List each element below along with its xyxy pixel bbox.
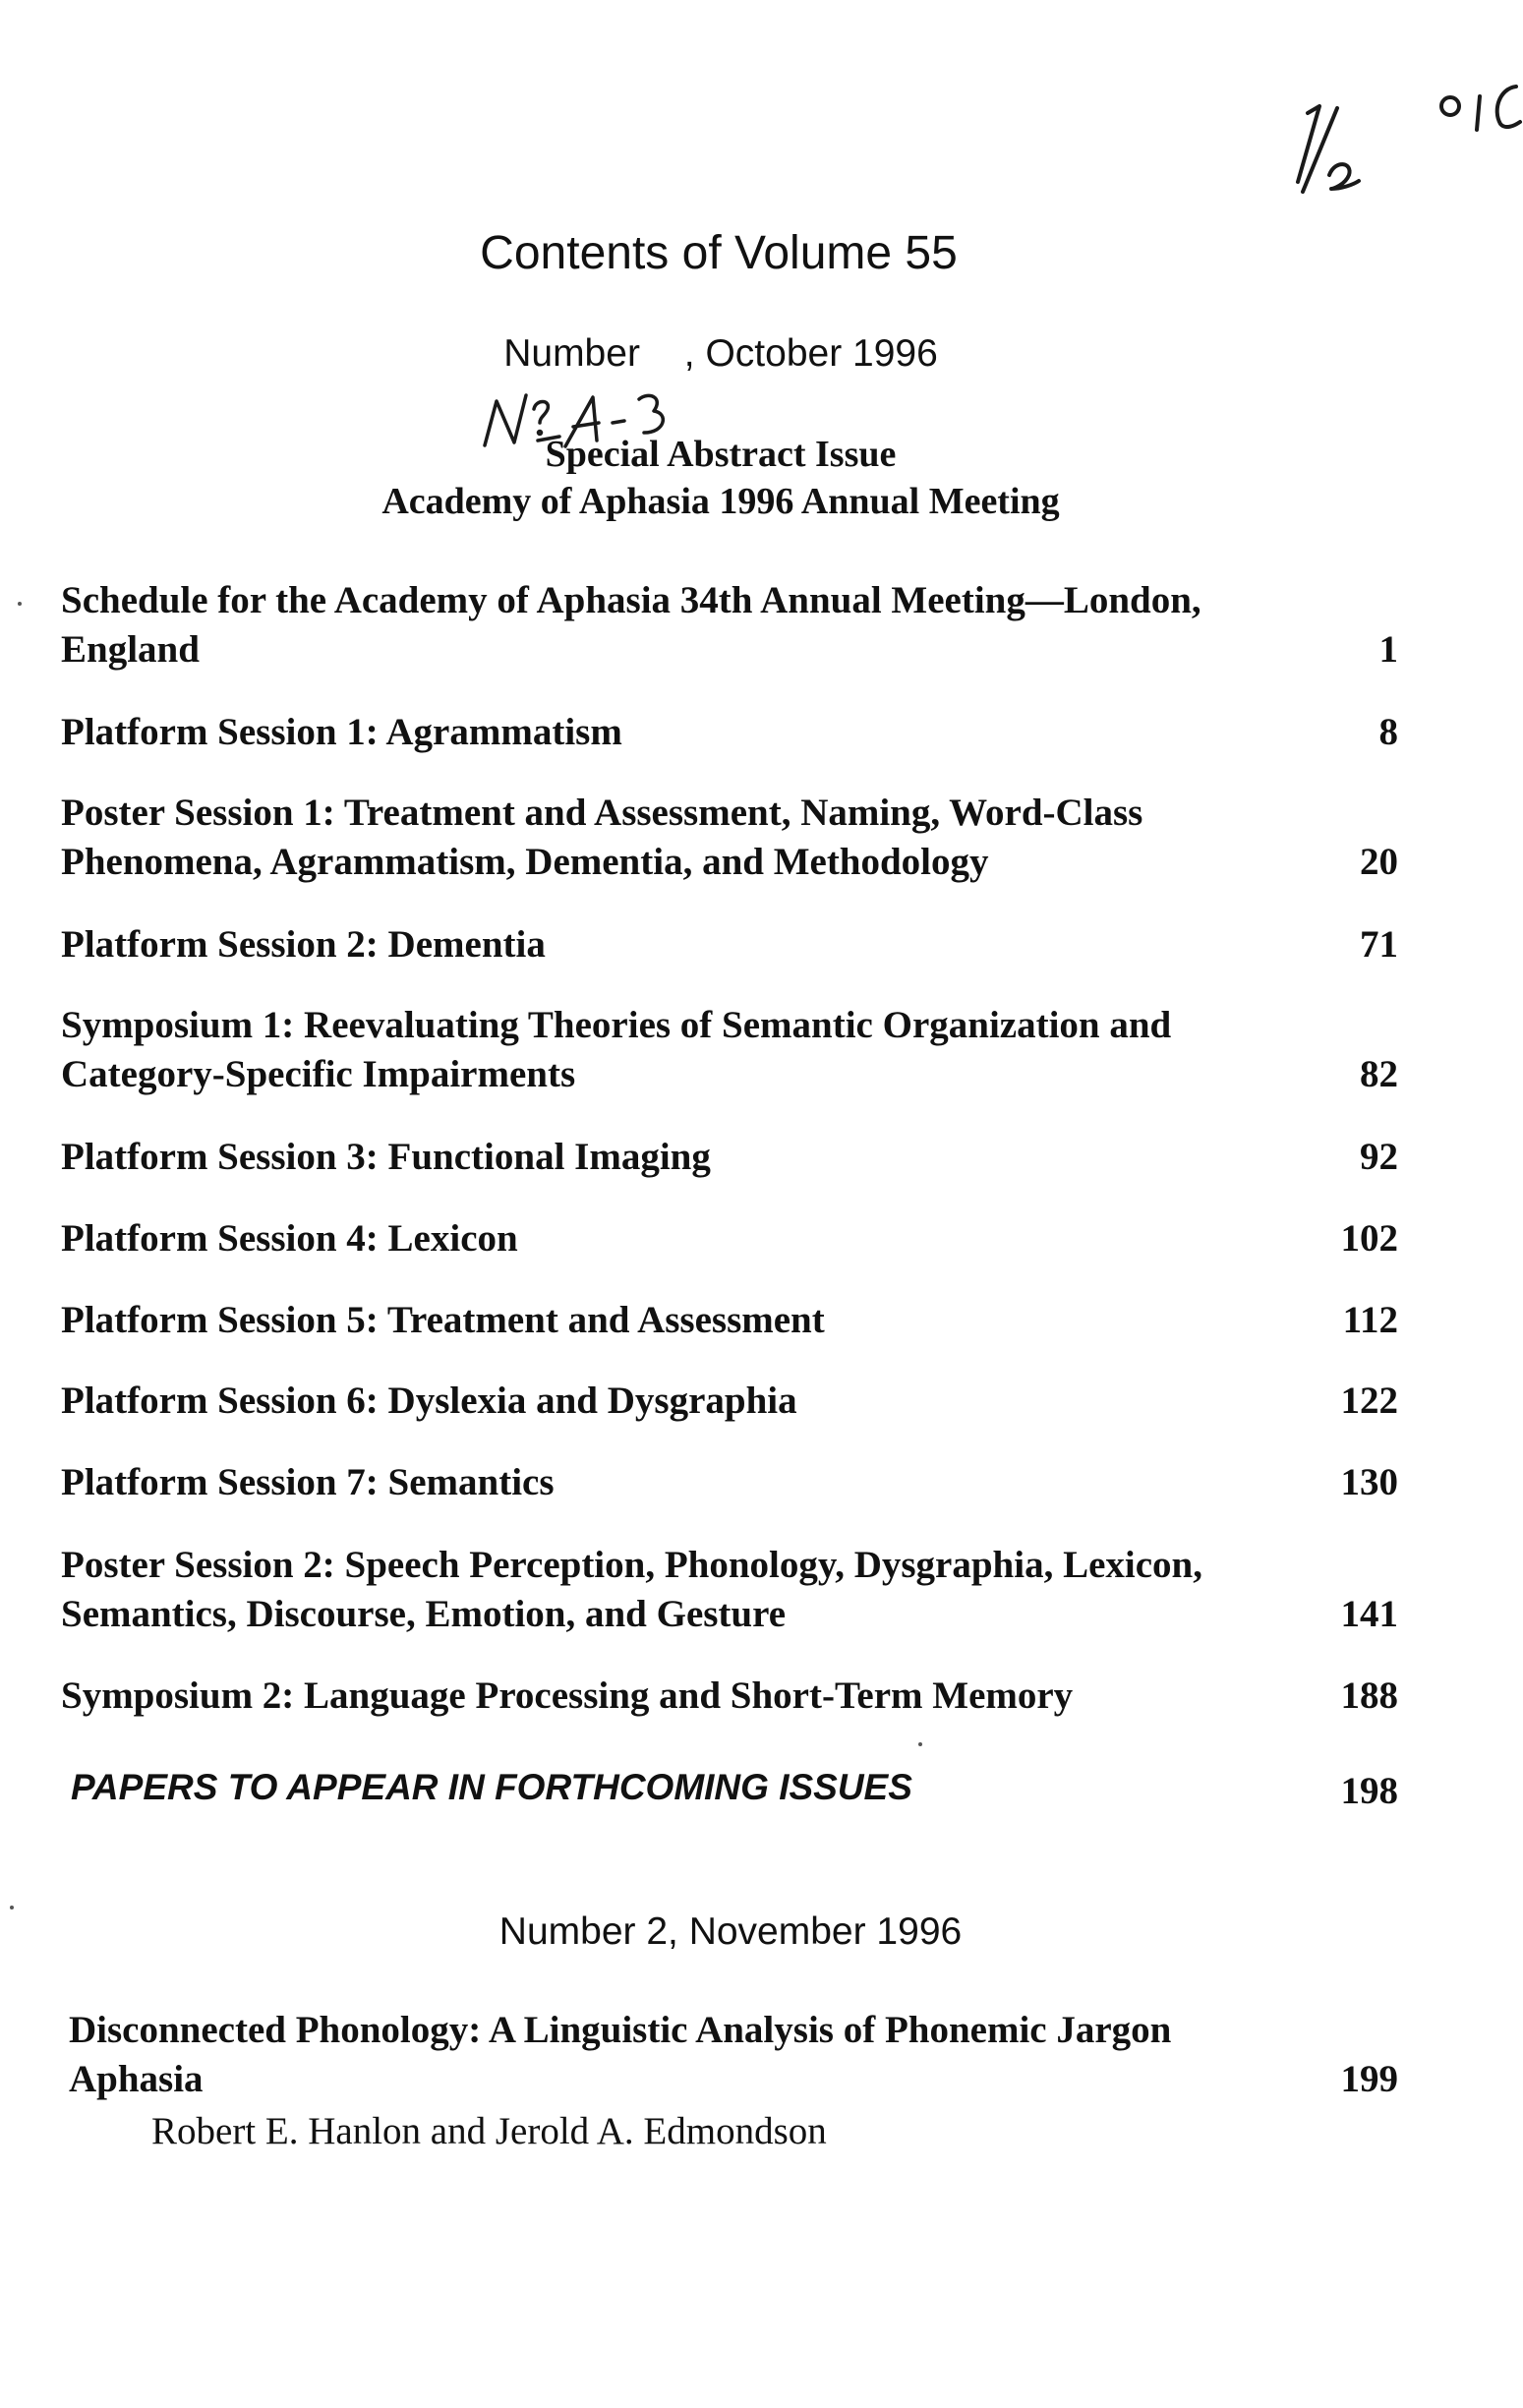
entry-page: 112 — [1342, 1299, 1398, 1341]
entry-title: Platform Session 6: Dyslexia and Dysgraphia — [61, 1380, 797, 1422]
toc-entry-platform-6 — [61, 1377, 1398, 1426]
entry-title: Platform Session 7: Semantics — [61, 1461, 555, 1503]
entry-page: 92 — [1360, 1136, 1398, 1178]
entry-page: 8 — [1378, 711, 1398, 753]
toc-entry-symposium-2 — [61, 1672, 1398, 1721]
volume-title: Contents of Volume 55 — [480, 227, 958, 279]
entry-page: 102 — [1340, 1217, 1398, 1260]
toc-entry-schedule — [61, 576, 1398, 675]
toc-entry-platform-1 — [61, 708, 1398, 757]
toc-entry-symposium-1 — [61, 1001, 1398, 1099]
toc-entry-platform-5 — [61, 1296, 1398, 1345]
entry-title: Platform Session 5: Treatment and Assessment — [61, 1299, 825, 1341]
entry-title: Platform Session 2: Dementia — [61, 923, 546, 966]
entry-title: Disconnected Phonology: A Linguistic Analysis of Phonemic Jargon Aphasia — [69, 2009, 1172, 2100]
entry-title: Platform Session 4: Lexicon — [61, 1217, 518, 1260]
entry-title: Schedule for the Academy of Aphasia 34th Annual Meeting—London, England — [61, 579, 1201, 671]
article-authors: Robert E. Hanlon and Jerold A. Edmondson — [151, 2110, 827, 2152]
scan-speck — [18, 602, 22, 606]
entry-page: 20 — [1360, 841, 1398, 883]
entry-title: Symposium 2: Language Processing and Short-Term Memory — [61, 1674, 1074, 1717]
entry-title: Poster Session 2: Speech Perception, Phonology, Dysgraphia, Lexicon, Semantics, Discourse, Emotion, and Gesture — [61, 1544, 1202, 1635]
handwritten-annotation-top-right — [1268, 69, 1523, 206]
meeting-heading: Academy of Aphasia 1996 Annual Meeting — [381, 481, 1060, 522]
entry-page: 141 — [1340, 1593, 1398, 1635]
entry-page: 122 — [1340, 1380, 1398, 1422]
entry-title: Symposium 1: Reevaluating Theories of Semantic Organization and Category-Specific Impairments — [61, 1004, 1172, 1095]
forthcoming-page: 198 — [1340, 1770, 1398, 1812]
entry-title: Poster Session 1: Treatment and Assessment, Naming, Word-Class Phenomena, Agrammatism, Dementia, and Methodology — [61, 792, 1143, 883]
issue-number-1 — [0, 332, 1441, 376]
toc-entry-platform-7 — [61, 1458, 1398, 1507]
toc-entry-platform-3 — [61, 1133, 1398, 1182]
number-label: Number — [503, 332, 640, 375]
toc-entry-disconnected-phonology — [69, 2006, 1398, 2104]
entry-page: 1 — [1378, 628, 1398, 671]
toc-entry-poster-2 — [61, 1541, 1398, 1639]
toc-entry-platform-4 — [61, 1214, 1398, 1263]
entry-title: Platform Session 3: Functional Imaging — [61, 1136, 711, 1178]
toc-entry-platform-2 — [61, 920, 1398, 969]
number-date: , October 1996 — [683, 332, 938, 375]
entry-page: 188 — [1340, 1674, 1398, 1717]
entry-title: Platform Session 1: Agrammatism — [61, 711, 622, 753]
entry-page: 130 — [1340, 1461, 1398, 1503]
entry-page: 82 — [1360, 1053, 1398, 1095]
scan-speck — [10, 1906, 14, 1909]
toc-entry-poster-1 — [61, 789, 1398, 887]
entry-page: 71 — [1360, 923, 1398, 966]
forthcoming-title: PAPERS TO APPEAR IN FORTHCOMING ISSUES — [71, 1767, 912, 1807]
scan-speck — [918, 1742, 922, 1746]
forthcoming-papers-entry — [71, 1767, 1398, 1812]
entry-page: 199 — [1340, 2058, 1398, 2100]
special-issue-heading: Special Abstract Issue — [545, 434, 897, 475]
issue-number-2: Number 2, November 1996 — [498, 1910, 963, 1953]
